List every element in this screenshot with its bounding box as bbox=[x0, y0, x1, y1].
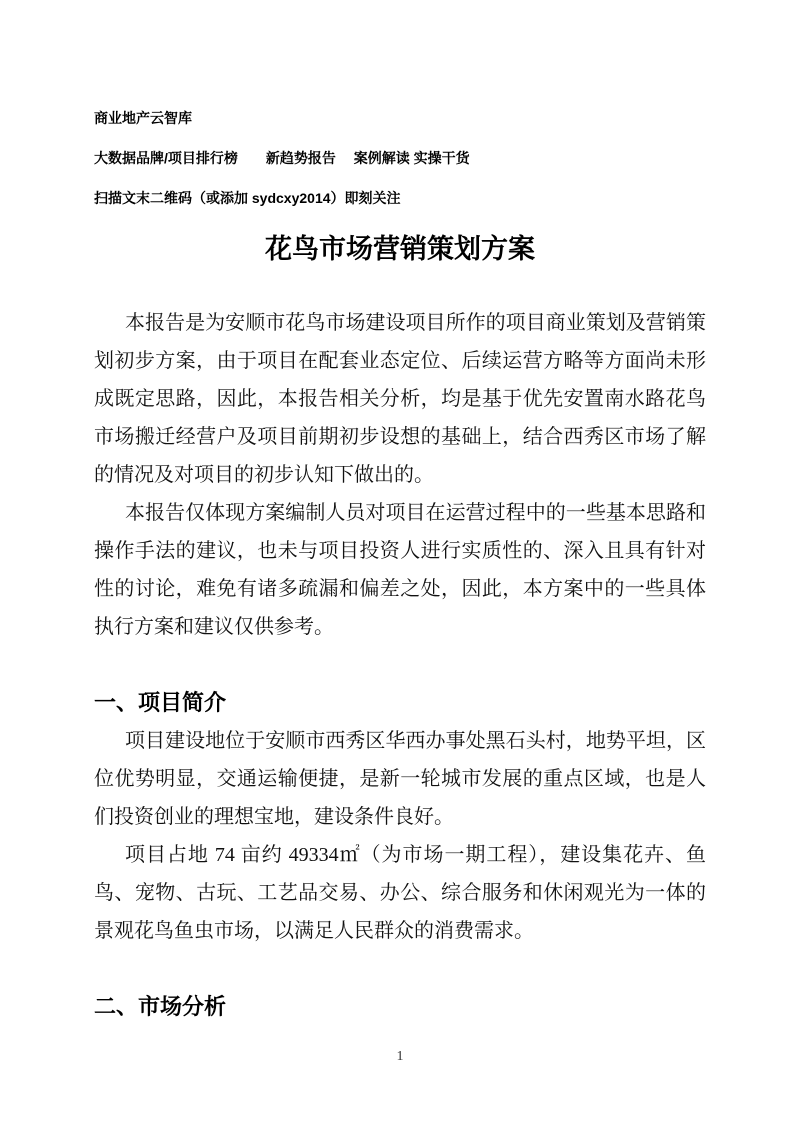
preamble-paragraph-2: 本报告仅体现方案编制人员对项目在运营过程中的一些基本思路和操作手法的建议，也未与项目投资人进行实质性的、深入且具有针对性的讨论，难免有诸多疏漏和偏差之处，因此，本方案中的一些具体执行方案和建议仅供参考。 bbox=[94, 502, 706, 638]
section-1-paragraph-1: 项目建设地位于安顺市西秀区华西办事处黑石头村，地势平坦，区位优势明显，交通运输便捷，是新一轮城市发展的重点区域，也是人们投资创业的理想宝地，建设条件良好。 bbox=[94, 730, 706, 828]
section-1-paragraph-2: 项目占地 74 亩约 49334㎡（为市场一期工程），建设集花卉、鱼鸟、宠物、古玩、工艺品交易、办公、综合服务和休闲观光为一体的景观花鸟鱼虫市场，以满足人民群众的消费需求。 bbox=[94, 844, 706, 942]
preamble-paragraph-1: 本报告是为安顺市花鸟市场建设项目所作的项目商业策划及营销策划初步方案，由于项目在配套业态定位、后续运营方略等方面尚未形成既定思路，因此，本报告相关分析，均是基于优先安置南水路花鸟市场搬迁经营户及项目前期初步设想的基础上，结合西秀区市场了解的情况及对项目的初步认知下做出的。 bbox=[94, 312, 706, 486]
header-brand-line: 商业地产云智库 bbox=[94, 110, 192, 126]
section-body-project-intro bbox=[94, 722, 706, 950]
page-number: 1 bbox=[396, 1049, 404, 1064]
header-tagline-line: 大数据品牌/项目排行榜 新趋势报告 案例解读 实操干货 bbox=[94, 150, 470, 166]
document-title: 花鸟市场营销策划方案 bbox=[265, 234, 535, 264]
header-qrcode-note-line: 扫描文末二维码（或添加 sydcxy2014）即刻关注 bbox=[94, 190, 401, 206]
doc-header bbox=[94, 0, 706, 208]
section-heading-project-intro: 一、项目简介 bbox=[94, 690, 227, 715]
section-heading-market-analysis: 二、市场分析 bbox=[94, 994, 227, 1019]
